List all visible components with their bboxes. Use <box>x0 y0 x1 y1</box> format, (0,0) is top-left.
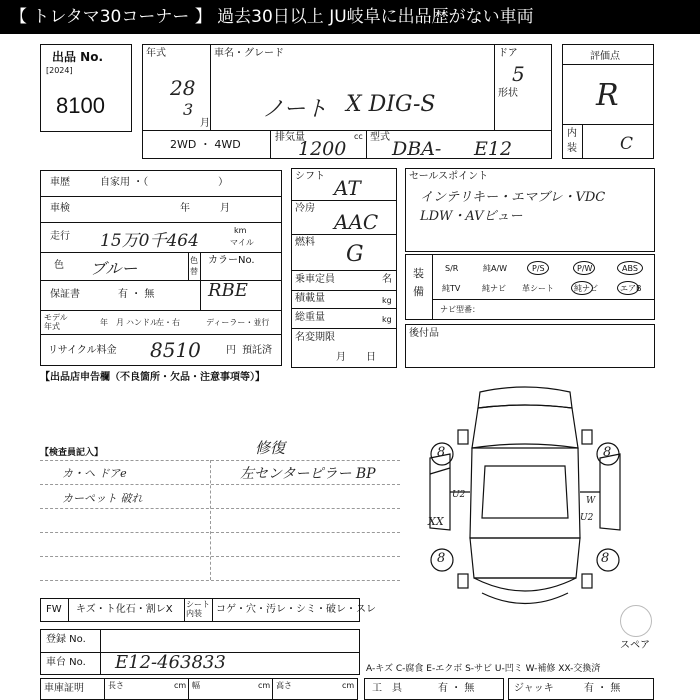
dealer-label: ディーラー・並行 <box>206 318 270 327</box>
mark-8-rl: 8 <box>437 551 446 566</box>
model-year-month: 年 月 <box>100 318 124 327</box>
displacement: 1200 <box>298 138 347 160</box>
year-stamp: [2024] <box>46 66 73 75</box>
note-line1: カ・ヘ ドアe <box>62 467 127 480</box>
cc-unit: cc <box>354 132 363 141</box>
history-box <box>40 170 282 366</box>
color-value: ブルー <box>90 259 138 278</box>
year-era: 28 <box>170 76 196 100</box>
mileage: 15万0千464 <box>100 231 199 251</box>
equip-sr: S/R <box>445 264 459 273</box>
mark-xx: XX <box>428 515 444 528</box>
history-label: 車歴 <box>50 177 70 188</box>
car-grade: X DIG-S <box>346 92 436 117</box>
equip-seat: 革シート <box>522 284 554 293</box>
repair-note: 左センターピラー BP <box>240 466 376 482</box>
year-month: 3 <box>183 100 194 119</box>
capacity-label: 乗車定員 <box>295 274 335 285</box>
model-label: 型式 <box>370 132 390 143</box>
recycle-label: リサイクル料金 <box>48 345 117 356</box>
seat-text: コゲ・穴・汚レ・シミ・破レ・スレ <box>216 604 376 615</box>
chassis-label: 車台 No. <box>46 657 86 668</box>
warranty-value: 有 ・ 無 <box>118 289 155 300</box>
mark-8-fr: 8 <box>603 445 612 460</box>
interior-score: C <box>620 134 634 154</box>
door-count: 5 <box>512 62 525 86</box>
inspection-value: 年 月 <box>180 203 230 214</box>
ac-value: AAC <box>334 210 379 234</box>
model-year-label-2: 年式 <box>44 322 60 331</box>
model-prefix: DBA- <box>392 138 442 160</box>
chassis-number: E12-463833 <box>115 652 226 673</box>
grade-score: R <box>596 78 619 113</box>
lot-label: 出品 No. <box>52 50 104 64</box>
after-label: 後付品 <box>409 328 439 339</box>
equip-tv: 純TV <box>442 284 461 293</box>
color-change-label-1: 色 <box>190 256 198 265</box>
mark-8-rr: 8 <box>601 551 610 566</box>
damage-legend: A-キズ C-腐食 E-エクボ S-サビ U-凹ミ W-補修 XX-交換済 <box>366 664 601 674</box>
car-diagram <box>410 378 640 628</box>
length-label: 長さ <box>108 681 124 690</box>
model-year-label-1: モデル <box>44 313 68 322</box>
equip-ps: P/S <box>532 264 545 273</box>
year-label: 年式 <box>146 48 166 59</box>
reg-label: 登録 No. <box>46 634 86 645</box>
fw-label: FW <box>46 604 62 615</box>
sales-point-line1: インテリキー・エマブレ・VDC <box>420 190 606 205</box>
drive-type: 2WD ・ 4WD <box>170 138 241 151</box>
interior-label-1: 内 <box>567 128 577 139</box>
inspector-label: 【検査員記入】 <box>40 448 104 458</box>
sales-point-label: セールスポイント <box>409 171 489 182</box>
equip-navi: 純ナビ <box>482 284 506 293</box>
tools-label: 工 具 <box>372 683 402 694</box>
load-unit: kg <box>382 296 392 305</box>
weight-label: 総重量 <box>295 312 325 323</box>
width-label: 幅 <box>192 681 200 690</box>
capacity-unit: 名 <box>382 274 392 285</box>
equip-aw: 純A/W <box>483 264 508 273</box>
ac-label: 冷房 <box>295 203 315 214</box>
equip-navi-2: 純ナビ <box>574 284 598 293</box>
length-cm: cm <box>174 681 187 690</box>
name-change-label: 名変期限 <box>295 332 335 343</box>
garage-label: 車庫証明 <box>44 683 84 694</box>
name-label: 車名・グレード <box>214 48 284 59</box>
car-name: ノート <box>262 97 328 122</box>
weight-unit: kg <box>382 315 392 324</box>
equipment-label-1: 装 <box>413 267 424 280</box>
recycle-unit: 円 <box>226 345 236 356</box>
width-cm: cm <box>258 681 271 690</box>
inspection-label: 車検 <box>50 203 70 214</box>
tools-value: 有 ・ 無 <box>438 683 475 694</box>
equip-pw: P/W <box>577 264 593 273</box>
mileage-unit-km: km <box>234 226 247 235</box>
repair-title: 修復 <box>255 439 286 457</box>
mileage-label: 走行 <box>50 231 70 242</box>
shift-label: シフト <box>295 171 325 182</box>
grade-label: 評価点 <box>590 51 620 62</box>
mark-w: W <box>586 496 596 506</box>
name-change-value: 月 日 <box>336 352 376 363</box>
handle-value: 左・右 <box>156 318 180 327</box>
lot-number: 8100 <box>56 93 105 118</box>
model-code: E12 <box>474 138 513 160</box>
mark-u2-r: U2 <box>580 513 594 523</box>
load-label: 積載量 <box>295 293 325 304</box>
height-cm: cm <box>342 681 355 690</box>
color-code: RBE <box>208 280 248 301</box>
handle-label: ハンドル <box>126 318 158 327</box>
mark-8-fl: 8 <box>437 445 446 460</box>
interior-label-2: 装 <box>567 143 577 154</box>
height-label: 高さ <box>276 681 292 690</box>
after-box <box>405 324 655 368</box>
color-label: 色 <box>54 260 64 271</box>
fuel-value: G <box>346 242 364 267</box>
year-month-suffix: 月 <box>200 118 210 129</box>
history-value: 自家用 ・（ ） <box>100 177 229 188</box>
spare-label: スペア <box>620 640 650 651</box>
door-label: ドア <box>498 48 518 59</box>
shift-value: AT <box>334 176 361 200</box>
jack-value: 有 ・ 無 <box>584 683 621 694</box>
warranty-label: 保証書 <box>50 289 80 300</box>
color-code-label: カラーNo. <box>208 255 255 266</box>
seat-label: シート 内装 <box>186 600 210 618</box>
mileage-unit-mile: マイル <box>230 238 254 247</box>
notes-title: 【出品店申告欄（不良箇所・欠品・注意事項等）】 <box>40 372 265 383</box>
displacement-label: 排気量 <box>275 132 305 143</box>
color-change-label-2: 替 <box>190 267 198 276</box>
recycle-note: 預託済 <box>242 345 272 356</box>
spare-tire-icon <box>620 605 652 637</box>
mark-u2-l: U2 <box>452 490 466 500</box>
shape-label: 形状 <box>498 88 518 99</box>
navi-model-label: ナビ型番： <box>440 305 480 314</box>
header-banner: 【 トレタマ30コーナー 】 過去30日以上 JU岐阜に出品歴がない車両 <box>0 0 700 34</box>
sales-point-line2: LDW・AVビュー <box>420 209 523 224</box>
fuel-label: 燃料 <box>295 237 315 248</box>
equip-abs: ABS <box>622 264 638 273</box>
recycle-amount: 8510 <box>150 338 201 362</box>
fw-text: キズ・ト化石・割レX <box>76 604 173 615</box>
equip-airbag: エアB <box>620 284 642 293</box>
jack-label: ジャッキ <box>514 683 554 694</box>
equipment-label-2: 備 <box>413 285 424 298</box>
note-line2: カーペット 破れ <box>62 492 143 505</box>
